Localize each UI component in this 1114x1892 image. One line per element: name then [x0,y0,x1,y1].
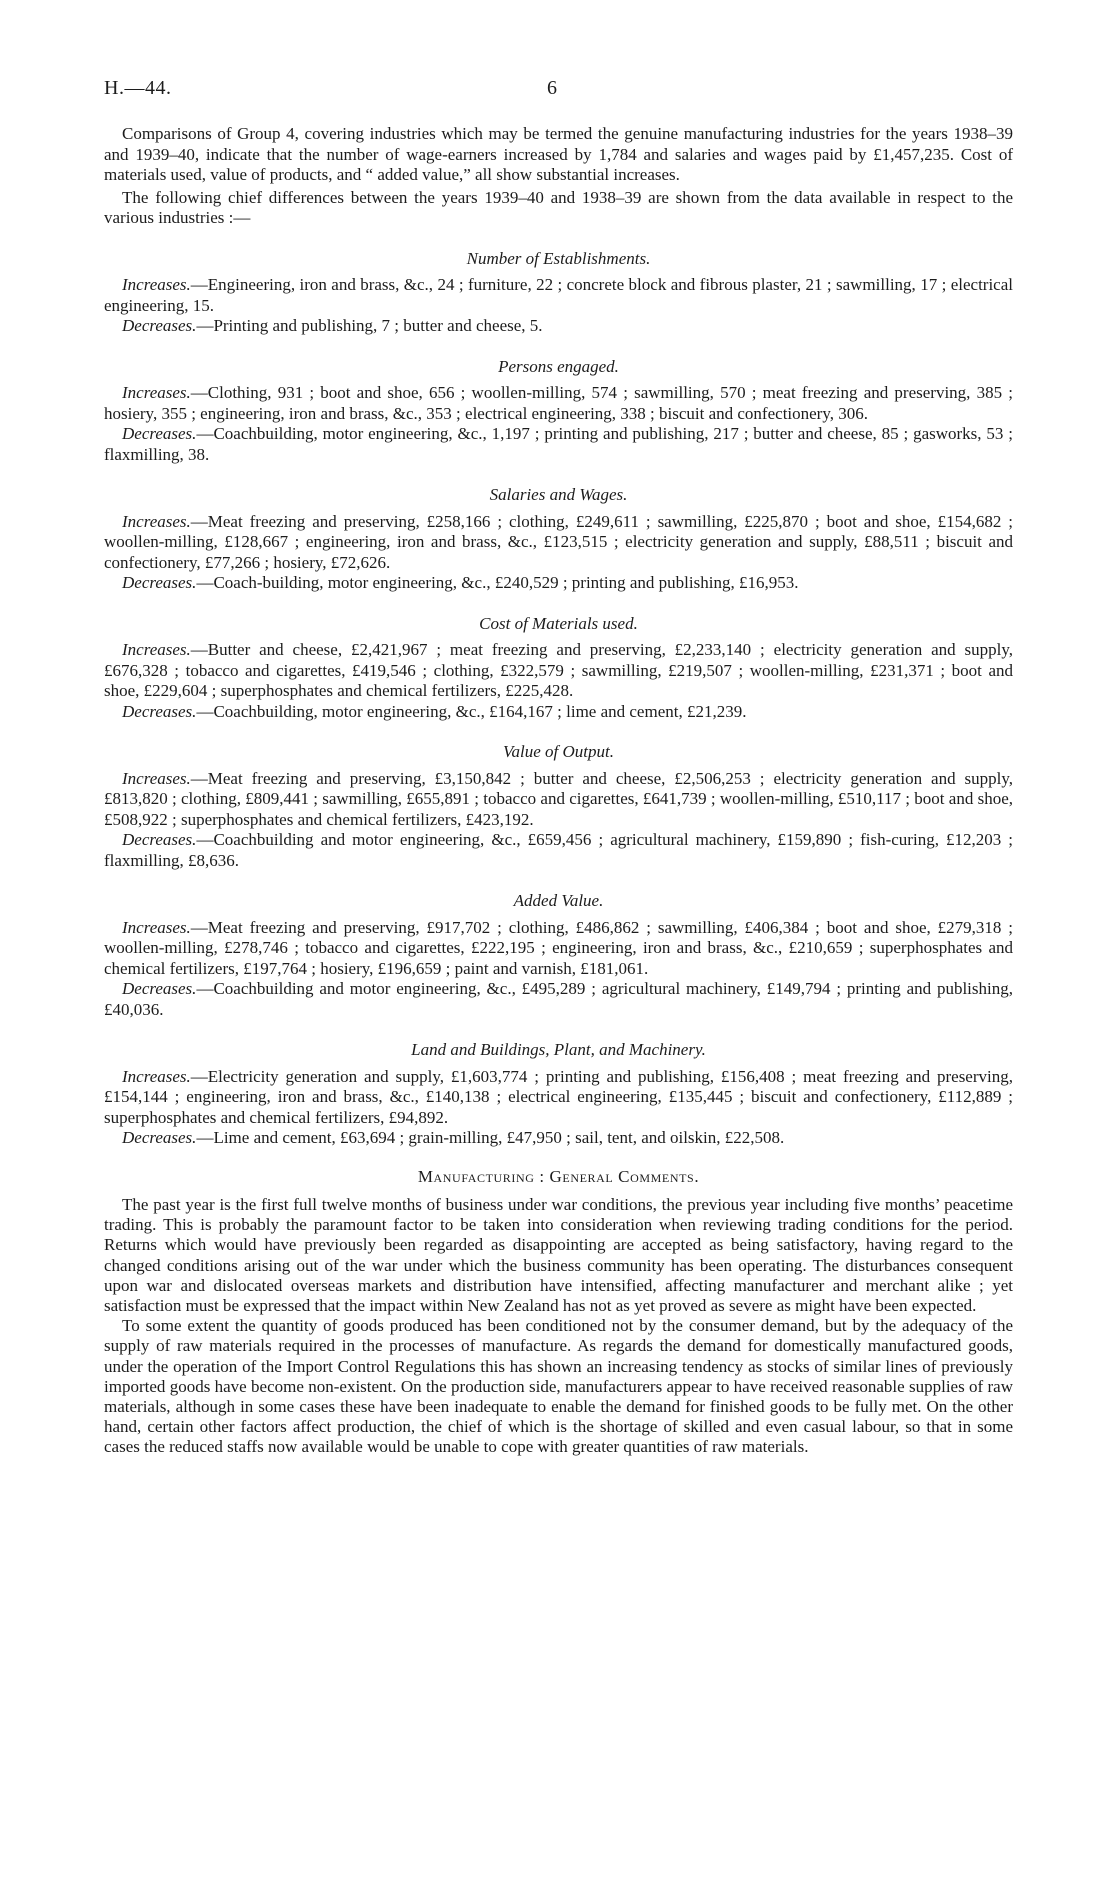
increases-text: —Engineering, iron and brass, &c., 24 ; furniture, 22 ; concrete block and fibrous plaster, 21 ; sawmilling, 17 ; electrical engineering, 15. [104,275,1013,315]
decreases-label: Decreases. [122,1128,197,1147]
page-number: 6 [547,77,557,99]
section-heading: Cost of Materials used. [479,613,638,633]
increases-paragraph [104,918,1013,980]
increases-text: —Clothing, 931 ; boot and shoe, 656 ; woollen-milling, 574 ; sawmilling, 570 ; meat freezing and preserving, 385 ; hosiery, 355 ; engineering, iron and brass, &c., 353 ; electrical engineering, 338 ; biscuit and confectionery, 306. [104,383,1013,423]
general-comments-paragraph: To some extent the quantity of goods produced has been conditioned not by the consumer demand, but by the adequacy of the supply of raw materials required in the processes of manufacture. As regards the demand for domestically manufactured goods, under the operation of the Import Control Regulations this has shown an increasing tendency as stocks of similar lines of previously imported goods have become non-existent. On the production side, manufacturers appear to have received reasonable supplies of raw materials, although in some cases these have been inadequate to enable the demand for finished goods to be fully met. On the other hand, certain other factors affect production, the chief of which is the shortage of skilled and even casual labour, so that in some cases the reduced staffs now available would be unable to cope with greater quantities of raw materials. [104,1316,1013,1457]
increases-paragraph [104,769,1013,831]
increases-paragraph [104,275,1013,316]
section-heading: Persons engaged. [498,356,619,376]
decreases-label: Decreases. [122,573,197,592]
decreases-paragraph [104,830,1013,871]
increases-text: —Electricity generation and supply, £1,603,774 ; printing and publishing, £156,408 ; meat freezing and preserving, £154,144 ; engineering, iron and brass, &c., £140,138 ; electrical engineering, £135,445 ; biscuit and confectionery, £112,889 ; superphosphates and chemical fertilizers, £94,892. [104,1066,1013,1127]
decreases-text: —Coachbuilding and motor engineering, &c., £659,456 ; agricultural machinery, £159,890 ; fish-curing, £12,203 ; flaxmilling, £8,636. [104,830,1013,870]
page-header [104,78,1013,102]
general-comments-heading: Manufacturing : General Comments. [417,1166,700,1186]
decreases-text: —Printing and publishing, 7 ; butter and cheese, 5. [196,316,543,335]
intro-paragraph: Comparisons of Group 4, covering industries which may be termed the genuine manufacturing industries for the years 1938–39 and 1939–40, indicate that the number of wage-earners increased by 1,784 and salaries and wages paid by £1,457,235. Cost of materials used, value of products, and “ added value,” all show substantial increases. [104,124,1013,184]
increases-paragraph [104,383,1013,424]
increases-text: —Meat freezing and preserving, £258,166 ; clothing, £249,611 ; sawmilling, £225,870 ; boot and shoe, £154,682 ; woollen-milling, £128,667 ; engineering, iron and brass, &c., £123,515 ; electricity generation and supply, £88,511 ; biscuit and confectionery, £77,266 ; hosiery, £72,626. [104,511,1013,572]
decreases-label: Decreases. [122,424,197,443]
decreases-paragraph [104,424,1013,465]
section-heading: Land and Buildings, Plant, and Machinery. [411,1040,706,1059]
increases-label: Increases. [122,1066,191,1086]
increases-label: Increases. [122,640,191,659]
increases-label: Increases. [122,768,191,788]
section-heading: Added Value. [513,891,604,910]
general-comments-paragraph: The past year is the first full twelve months of business under war conditions, the previous year including five months’ peacetime trading. This is probably the paramount factor to be taken into consideration when reviewing trading conditions for the period. Returns which would have previously been regarded as disappointing are accepted as being satisfactory, having regard to the changed conditions arising out of the war under which the business community has been operating. The disturbances consequent upon war and dislocated overseas markets and distribution have intensified, affecting manufacturer and merchant alike ; yet satisfaction must be expressed that the impact within New Zealand has not as yet proved as severe as might have been expected. [104,1195,1013,1316]
decreases-paragraph [104,1128,1013,1149]
decreases-paragraph [104,573,1013,594]
decreases-text: —Lime and cement, £63,694 ; grain-milling, £47,950 ; sail, tent, and oilskin, £22,508. [196,1128,785,1147]
document-reference: H.—44. [104,77,172,99]
decreases-text: —Coach-building, motor engineering, &c., £240,529 ; printing and publishing, £16,953. [196,573,799,592]
decreases-paragraph [104,979,1013,1020]
decreases-label: Decreases. [122,979,197,998]
section-heading: Value of Output. [503,742,614,761]
decreases-text: —Coachbuilding and motor engineering, &c., £495,289 ; agricultural machinery, £149,794 ; printing and publishing, £40,036. [104,979,1013,1019]
section-heading: Number of Establishments. [466,248,651,268]
increases-label: Increases. [122,511,191,531]
increases-paragraph [104,640,1013,702]
increases-label: Increases. [122,917,191,937]
decreases-text: —Coachbuilding, motor engineering, &c., 1,197 ; printing and publishing, 217 ; butter and cheese, 85 ; gasworks, 53 ; flaxmilling, 38. [104,424,1013,464]
decreases-label: Decreases. [122,830,197,849]
increases-paragraph [104,1067,1013,1129]
increases-text: —Meat freezing and preserving, £917,702 ; clothing, £486,862 ; sawmilling, £406,384 ; boot and shoe, £279,318 ; woollen-milling, £278,746 ; tobacco and cigarettes, £222,195 ; engineering, iron and brass, &c., £210,659 ; superphosphates and chemical fertilizers, £197,764 ; hosiery, £196,659 ; paint and varnish, £181,061. [104,917,1013,978]
decreases-label: Decreases. [122,701,197,721]
intro-paragraph: The following chief differences between the years 1939–40 and 1938–39 are shown from the data available in respect to the various industries :— [104,187,1013,227]
decreases-paragraph [104,316,1013,337]
increases-text: —Meat freezing and preserving, £3,150,842 ; butter and cheese, £2,506,253 ; electricity generation and supply, £813,820 ; clothing, £809,441 ; sawmilling, £655,891 ; tobacco and cigarettes, £641,739 ; woollen-milling, £510,117 ; boot and shoe, £508,922 ; superphosphates and chemical fertilizers, £423,192. [104,768,1013,829]
decreases-text: —Coachbuilding, motor engineering, &c., £164,167 ; lime and cement, £21,239. [196,701,747,721]
decreases-paragraph [104,702,1013,723]
increases-label: Increases. [122,383,191,402]
increases-paragraph [104,512,1013,574]
increases-text: —Butter and cheese, £2,421,967 ; meat freezing and preserving, £2,233,140 ; electricity generation and supply, £676,328 ; tobacco and cigarettes, £419,546 ; clothing, £322,579 ; sawmilling, £219,507 ; woollen-milling, £231,371 ; boot and shoe, £229,604 ; superphosphates and chemical fertilizers, £225,428. [104,640,1013,700]
section-heading: Salaries and Wages. [489,485,628,504]
increases-label: Increases. [122,275,191,294]
decreases-label: Decreases. [122,316,197,335]
